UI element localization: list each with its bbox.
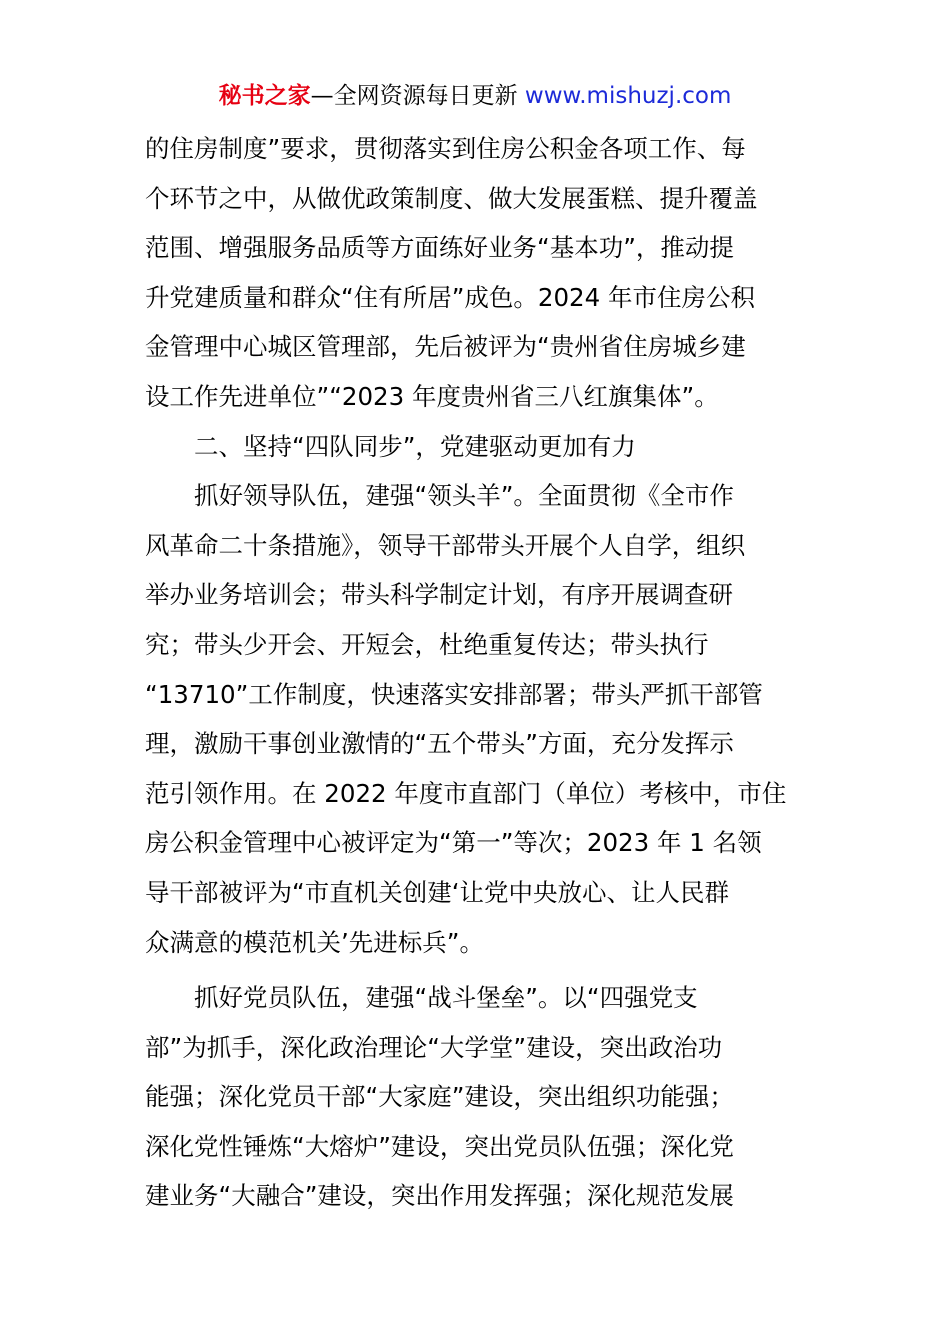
text-line: 能强；深化党员干部“大家庭”建设，突出组织功能强；: [145, 1082, 734, 1112]
text-line: 究；带头少开会、开短会，杜绝重复传达；带头执行: [145, 629, 709, 659]
text-line: 个环节之中，从做优政策制度、做大发展蛋糕、提升覆盖: [145, 183, 758, 213]
text-line: 部”为抓手，深化政治理论“大学堂”建设，突出政治功: [145, 1032, 723, 1062]
text-line: 理，激励干事创业激情的“五个带头”方面，充分发挥示: [145, 729, 734, 759]
text-line: 导干部被评为“市直机关创建‘让党中央放心、让人民群: [145, 877, 729, 907]
watermark-header: [0, 80, 950, 112]
text-line: 众满意的模范机关’先进标兵”。: [145, 927, 484, 957]
text-line: 深化党性锤炼“大熔炉”建设，突出党员队伍强；深化党: [145, 1131, 734, 1161]
section-heading: 二、坚持“四队同步”，党建驱动更加有力: [194, 431, 636, 461]
text-line: 范围、增强服务品质等方面练好业务“基本功”，推动提: [145, 233, 734, 263]
text-line: 金管理中心城区管理部，先后被评为“贵州省住房城乡建: [145, 332, 746, 362]
header-tagline: —全网资源每日更新: [310, 83, 525, 109]
document-body: [145, 124, 810, 1221]
text-line: 设工作先进单位”“2023 年度贵州省三八红旗集体”。: [145, 381, 719, 411]
text-line: 建业务“大融合”建设，突出作用发挥强；深化规范发展: [145, 1181, 734, 1211]
text-line: 范引领作用。在 2022 年度市直部门（单位）考核中，市住: [145, 778, 787, 808]
text-line: 升党建质量和群众“住有所居”成色。2024 年市住房公积: [145, 282, 756, 312]
text-line: 抓好党员队伍，建强“战斗堡垒”。以“四强党支: [194, 983, 698, 1013]
text-line: 举办业务培训会；带头科学制定计划，有序开展调查研: [145, 580, 733, 610]
site-url-link[interactable]: www.mishuzj.com: [524, 83, 732, 109]
text-line: “13710”工作制度，快速落实安排部署；带头严抓干部管: [145, 679, 763, 709]
brand-name: 秘书之家: [218, 83, 311, 109]
text-line: 抓好领导队伍，建强“领头羊”。全面贯彻《全市作: [194, 481, 734, 511]
text-line: 风革命二十条措施》，领导干部带头开展个人自学，组织: [145, 530, 746, 560]
text-line: 房公积金管理中心被评定为“第一”等次；2023 年 1 名领: [145, 828, 762, 858]
text-line: 的住房制度”要求，贯彻落实到住房公积金各项工作、每: [145, 134, 746, 163]
